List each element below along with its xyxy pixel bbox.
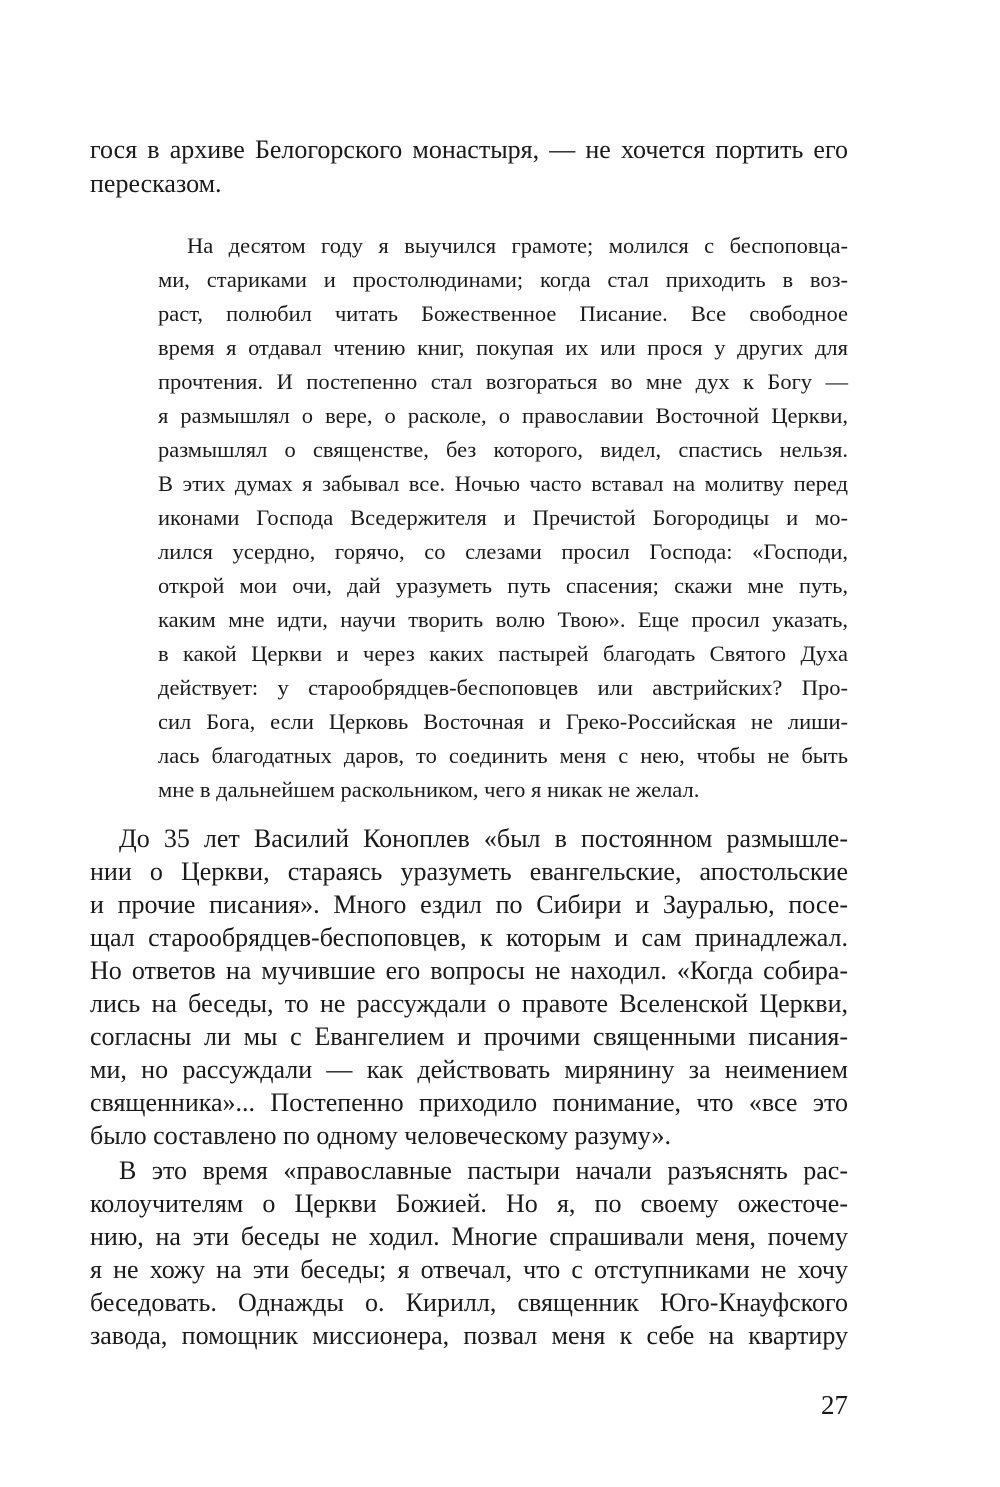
quote-line: В этих думах я забывал все. Ночью часто вставал на молитву перед (158, 471, 848, 496)
paragraph-line: беседовать. Однажды о. Кирилл, священник Юго-Кнауфского (90, 1288, 848, 1317)
quote-line: каким мне идти, научи творить волю Твою». Еще просил указать, (158, 607, 848, 632)
quote-line: прочтения. И постепенно стал возгораться во мне дух к Богу — (158, 369, 848, 394)
quote-line: лась благодатных даров, то соединить меня с нею, чтобы не быть (158, 743, 848, 768)
quote-line: иконами Господа Вседержителя и Пречистой Богородицы и мо- (158, 505, 848, 530)
paragraph-line: щал старообрядцев-беспоповцев, к которым и сам принадлежал. (90, 923, 848, 952)
paragraph-line: я не хожу на эти беседы; я отвечал, что с отступниками не хочу (90, 1255, 848, 1284)
page-number: 27 (821, 1390, 848, 1420)
paragraph-line: нии о Церкви, стараясь уразуметь евангельские, апостольские (90, 857, 848, 886)
quote-line: сил Бога, если Церковь Восточная и Греко-Российская не лиши- (158, 709, 848, 734)
quote-line: На десятом году я выучился грамоте; молился с беспоповца- (187, 233, 848, 258)
continuation-line: гося в архиве Белогорского монастыря, — не хочется портить его (90, 135, 848, 164)
quote-line: лился усердно, горячо, со слезами просил Господа: «Господи, (158, 539, 848, 564)
paragraph-line: ми, но рассуждали — как действовать мирянину за неимением (90, 1055, 848, 1084)
continuation-line: пересказом. (90, 169, 222, 198)
paragraph-line: священника»... Постепенно приходило понимание, что «все это (90, 1088, 848, 1117)
paragraph-line: согласны ли мы с Евангелием и прочими священными писания- (90, 1022, 848, 1051)
quote-line: я размышлял о вере, о расколе, о православии Восточной Церкви, (158, 403, 848, 428)
quote-line: мне в дальнейшем раскольником, чего я никак не желал. (158, 777, 700, 802)
paragraph-line: было составлено по одному человеческому разуму». (90, 1121, 671, 1150)
paragraph-line: нию, на эти беседы не ходил. Многие спрашивали меня, почему (90, 1222, 848, 1251)
paragraph-line: колоучителям о Церкви Божией. Но я, по своему ожесточе- (90, 1189, 848, 1218)
paragraph-line: завода, помощник миссионера, позвал меня к себе на квартиру (90, 1321, 848, 1350)
paragraph-line: лись на беседы, то не рассуждали о правоте Вселенской Церкви, (90, 989, 848, 1018)
paragraph-line: В это время «православные пастыри начали разъяснять рас- (119, 1156, 848, 1185)
paragraph-line: Но ответов на мучившие его вопросы не находил. «Когда собира- (90, 956, 848, 985)
paragraph-line: и прочие писания». Много ездил по Сибири и Зауралью, посе- (90, 890, 848, 919)
quote-line: раст, полюбил читать Божественное Писание. Все свободное (158, 301, 848, 326)
quote-line: размышлял о священстве, без которого, видел, спастись нельзя. (158, 437, 848, 462)
quote-line: открой мои очи, дай уразуметь путь спасения; скажи мне путь, (158, 573, 848, 598)
quote-line: действует: у старообрядцев-беспоповцев или австрийских? Про- (158, 675, 848, 700)
quote-line: ми, стариками и простолюдинами; когда стал приходить в воз- (158, 267, 848, 292)
quote-line: время я отдавал чтению книг, покупая их или прося у других для (158, 335, 848, 360)
paragraph-line: До 35 лет Василий Коноплев «был в постоянном размышле- (119, 824, 848, 853)
quote-line: в какой Церкви и через каких пастырей благодать Святого Духа (158, 641, 848, 666)
